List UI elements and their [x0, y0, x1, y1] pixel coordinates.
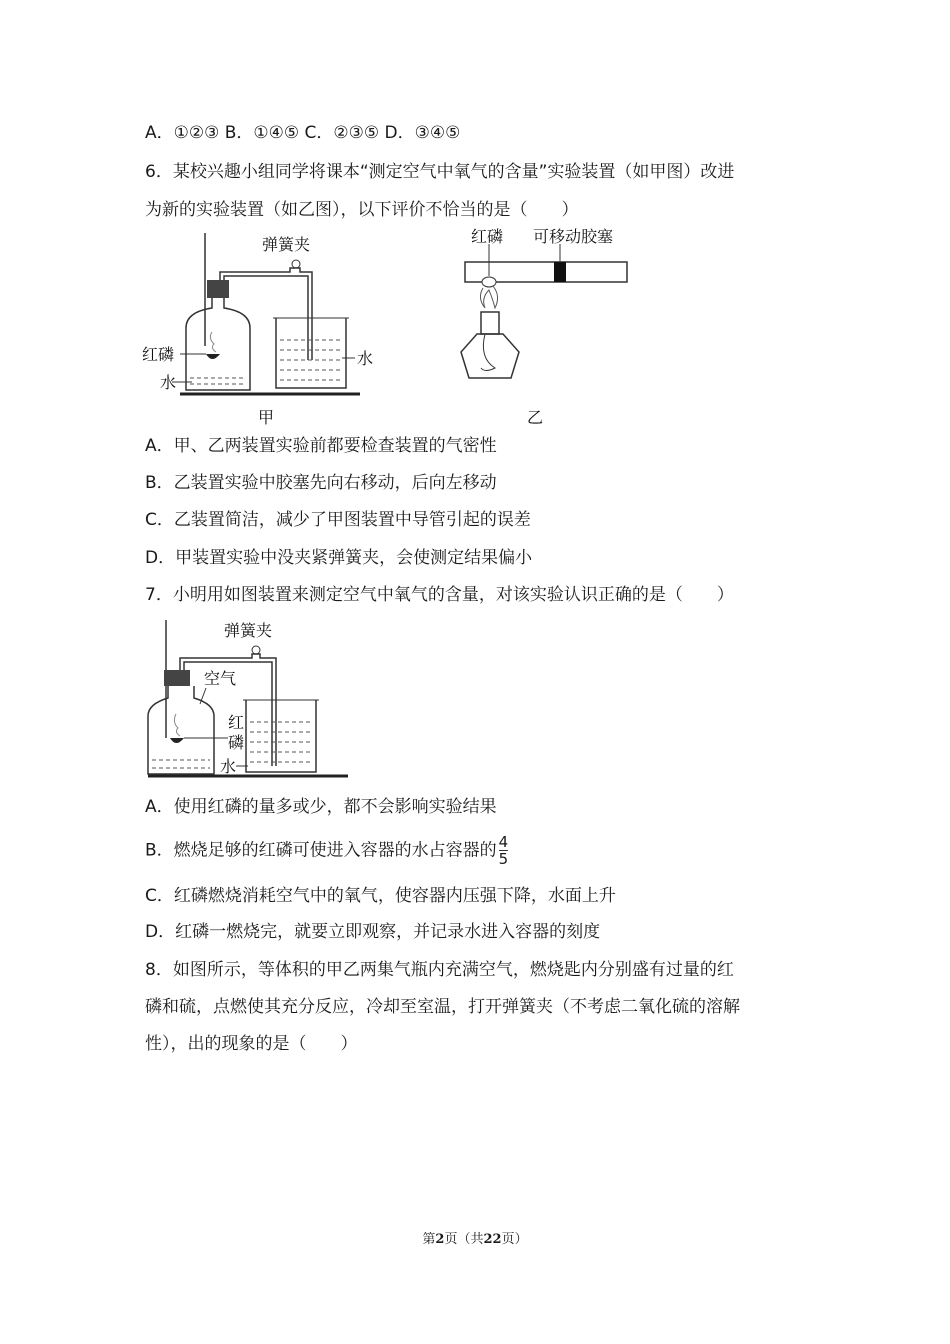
jia-water-right-label: 水 [357, 349, 374, 368]
yi-caption: 乙 [527, 408, 544, 427]
fraction-denominator: 5 [498, 850, 509, 868]
q5-options: A．①②③ B．①④⑤ C．②③⑤ D．③④⑤ [145, 123, 461, 143]
jia-phosphorus-label: 红磷 [142, 345, 175, 364]
footer-post: 页） [501, 1232, 528, 1247]
fraction-four-fifths [499, 834, 509, 867]
q6-stem-line1: 6．某校兴趣小组同学将课本“测定空气中氧气的含量”实验装置（如甲图）改进 [145, 162, 735, 182]
q7-phosphorus-label-1: 红 [228, 713, 245, 732]
yi-phosphorus-label: 红磷 [471, 227, 504, 246]
q6-stem-line2: 为新的实验装置（如乙图），以下评价不恰当的是（ ） [145, 200, 579, 220]
q6-option-a: A．甲、乙两装置实验前都要检查装置的气密性 [145, 436, 497, 456]
footer-pre: 第 [422, 1232, 436, 1247]
q7-option-d: D．红磷一燃烧完，就要立即观察，并记录水进入容器的刻度 [145, 922, 601, 942]
q7-stem: 7．小明用如图装置来测定空气中氧气的含量，对该实验认识正确的是（ ） [145, 585, 734, 605]
q6-option-d: D．甲装置实验中没夹紧弹簧夹，会使测定结果偏小 [145, 548, 533, 568]
footer-total-pages: 22 [483, 1232, 502, 1247]
q8-line2: 磷和硫，点燃使其充分反应，冷却至室温，打开弹簧夹（不考虑二氧化硫的溶解 [145, 997, 740, 1017]
q6-option-b: B．乙装置实验中胶塞先向右移动，后向左移动 [145, 473, 497, 493]
footer-page-number: 2 [435, 1232, 445, 1247]
q7-water-label: 水 [220, 757, 237, 776]
q7-option-b-text: B．燃烧足够的红磷可使进入容器的水占容器的 [145, 840, 497, 861]
q6-option-c: C．乙装置简洁，减少了甲图装置中导管引起的误差 [145, 510, 531, 530]
figure-yi-apparatus [455, 228, 635, 428]
page-footer [0, 1228, 950, 1247]
fraction-numerator: 4 [498, 833, 509, 851]
yi-stopper-label: 可移动胶塞 [533, 227, 614, 246]
footer-mid: 页（共 [444, 1232, 484, 1247]
q7-clip-label: 弹簧夹 [224, 621, 273, 640]
q7-air-label: 空气 [204, 669, 237, 688]
jia-clip-label: 弹簧夹 [262, 235, 311, 254]
q7-phosphorus-label-2: 磷 [228, 733, 245, 752]
jia-water-left-label: 水 [160, 373, 177, 392]
q8-line3: 性），出的现象的是（ ） [145, 1034, 358, 1054]
q7-option-b [145, 834, 508, 867]
q8-line1: 8．如图所示，等体积的甲乙两集气瓶内充满空气，燃烧匙内分别盛有过量的红 [145, 960, 734, 980]
figure-q7-apparatus [140, 618, 350, 783]
jia-caption: 甲 [258, 408, 275, 427]
figure-jia-apparatus [140, 228, 374, 428]
q7-option-c: C．红磷燃烧消耗空气中的氧气，使容器内压强下降，水面上升 [145, 886, 616, 906]
q7-option-a: A．使用红磷的量多或少，都不会影响实验结果 [145, 797, 497, 817]
